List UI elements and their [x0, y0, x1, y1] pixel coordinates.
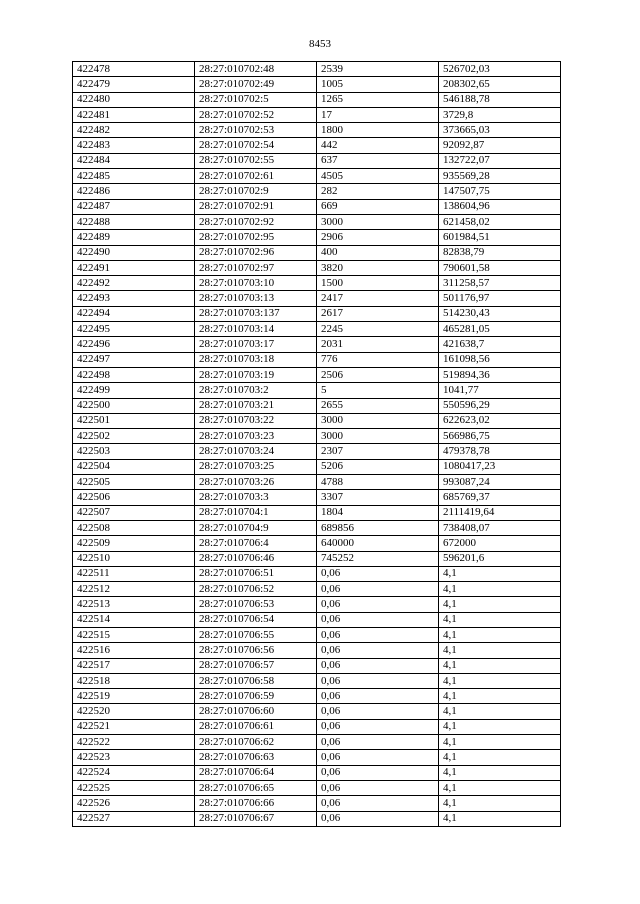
value-cell: 311258,57: [439, 276, 561, 291]
table-row: [73, 398, 561, 413]
table-row: [73, 536, 561, 551]
value-cell: 132722,07: [439, 153, 561, 168]
table-row: [73, 444, 561, 459]
table-row: [73, 429, 561, 444]
cadastral-number-cell: 28:27:010702:9: [195, 184, 317, 199]
value-cell: 1080417,23: [439, 459, 561, 474]
row-number-cell: 422515: [73, 627, 195, 642]
row-number-cell: 422527: [73, 811, 195, 826]
cadastral-number-cell: 28:27:010706:60: [195, 704, 317, 719]
value-cell: 465281,05: [439, 322, 561, 337]
value-cell: 4,1: [439, 719, 561, 734]
table-row: [73, 306, 561, 321]
table-row: [73, 505, 561, 520]
area-cell: 0,06: [317, 627, 439, 642]
row-number-cell: 422521: [73, 719, 195, 734]
row-number-cell: 422508: [73, 520, 195, 535]
row-number-cell: 422497: [73, 352, 195, 367]
cadastral-number-cell: 28:27:010706:65: [195, 780, 317, 795]
cadastral-number-cell: 28:27:010706:62: [195, 735, 317, 750]
cadastral-number-cell: 28:27:010702:55: [195, 153, 317, 168]
table-row: [73, 765, 561, 780]
row-number-cell: 422525: [73, 780, 195, 795]
value-cell: 4,1: [439, 765, 561, 780]
area-cell: 0,06: [317, 689, 439, 704]
table-row: [73, 62, 561, 77]
value-cell: 4,1: [439, 658, 561, 673]
row-number-cell: 422482: [73, 123, 195, 138]
row-number-cell: 422519: [73, 689, 195, 704]
cadastral-number-cell: 28:27:010706:63: [195, 750, 317, 765]
cadastral-number-cell: 28:27:010702:5: [195, 92, 317, 107]
row-number-cell: 422507: [73, 505, 195, 520]
cadastral-number-cell: 28:27:010703:13: [195, 291, 317, 306]
row-number-cell: 422486: [73, 184, 195, 199]
cadastral-number-cell: 28:27:010706:59: [195, 689, 317, 704]
area-cell: 689856: [317, 520, 439, 535]
table-row: [73, 322, 561, 337]
area-cell: 1265: [317, 92, 439, 107]
value-cell: 4,1: [439, 811, 561, 826]
table-row: [73, 245, 561, 260]
area-cell: 1005: [317, 77, 439, 92]
area-cell: 4788: [317, 475, 439, 490]
area-cell: 0,06: [317, 643, 439, 658]
cadastral-number-cell: 28:27:010703:2: [195, 383, 317, 398]
table-row: [73, 413, 561, 428]
value-cell: 4,1: [439, 796, 561, 811]
cadastral-number-cell: 28:27:010702:49: [195, 77, 317, 92]
value-cell: 622623,02: [439, 413, 561, 428]
value-cell: 147507,75: [439, 184, 561, 199]
value-cell: 935569,28: [439, 169, 561, 184]
area-cell: 3000: [317, 214, 439, 229]
area-cell: 0,06: [317, 704, 439, 719]
cadastral-number-cell: 28:27:010703:3: [195, 490, 317, 505]
table-row: [73, 566, 561, 581]
area-cell: 637: [317, 153, 439, 168]
area-cell: 640000: [317, 536, 439, 551]
area-cell: 745252: [317, 551, 439, 566]
table-row: [73, 582, 561, 597]
area-cell: 3000: [317, 429, 439, 444]
row-number-cell: 422501: [73, 413, 195, 428]
cadastral-number-cell: 28:27:010702:96: [195, 245, 317, 260]
area-cell: 5206: [317, 459, 439, 474]
table-row: [73, 520, 561, 535]
value-cell: 4,1: [439, 566, 561, 581]
row-number-cell: 422503: [73, 444, 195, 459]
table-row: [73, 260, 561, 275]
cadastral-number-cell: 28:27:010706:56: [195, 643, 317, 658]
cadastral-number-cell: 28:27:010702:53: [195, 123, 317, 138]
page-number: 8453: [309, 38, 331, 50]
area-cell: 0,06: [317, 811, 439, 826]
cadastral-table: [72, 61, 561, 827]
value-cell: 4,1: [439, 673, 561, 688]
cadastral-number-cell: 28:27:010702:48: [195, 62, 317, 77]
area-cell: 0,06: [317, 597, 439, 612]
table-row: [73, 750, 561, 765]
area-cell: 0,06: [317, 765, 439, 780]
cadastral-number-cell: 28:27:010706:57: [195, 658, 317, 673]
cadastral-number-cell: 28:27:010706:53: [195, 597, 317, 612]
row-number-cell: 422479: [73, 77, 195, 92]
area-cell: 0,06: [317, 750, 439, 765]
value-cell: 138604,96: [439, 199, 561, 214]
cadastral-number-cell: 28:27:010702:52: [195, 107, 317, 122]
row-number-cell: 422500: [73, 398, 195, 413]
row-number-cell: 422487: [73, 199, 195, 214]
row-number-cell: 422488: [73, 214, 195, 229]
cadastral-number-cell: 28:27:010706:51: [195, 566, 317, 581]
row-number-cell: 422505: [73, 475, 195, 490]
area-cell: 282: [317, 184, 439, 199]
value-cell: 3729,8: [439, 107, 561, 122]
table-row: [73, 475, 561, 490]
table-row: [73, 123, 561, 138]
row-number-cell: 422514: [73, 612, 195, 627]
value-cell: 4,1: [439, 582, 561, 597]
cadastral-number-cell: 28:27:010706:46: [195, 551, 317, 566]
value-cell: 501176,97: [439, 291, 561, 306]
area-cell: 1500: [317, 276, 439, 291]
table-body: [73, 62, 561, 827]
table-row: [73, 367, 561, 382]
area-cell: 2655: [317, 398, 439, 413]
area-cell: 0,06: [317, 719, 439, 734]
row-number-cell: 422526: [73, 796, 195, 811]
table-row: [73, 214, 561, 229]
table-row: [73, 352, 561, 367]
row-number-cell: 422511: [73, 566, 195, 581]
value-cell: 4,1: [439, 612, 561, 627]
row-number-cell: 422495: [73, 322, 195, 337]
area-cell: 5: [317, 383, 439, 398]
area-cell: 1800: [317, 123, 439, 138]
area-cell: 669: [317, 199, 439, 214]
cadastral-number-cell: 28:27:010703:10: [195, 276, 317, 291]
row-number-cell: 422492: [73, 276, 195, 291]
table-row: [73, 627, 561, 642]
value-cell: 421638,7: [439, 337, 561, 352]
area-cell: 17: [317, 107, 439, 122]
area-cell: 2307: [317, 444, 439, 459]
row-number-cell: 422483: [73, 138, 195, 153]
area-cell: 4505: [317, 169, 439, 184]
value-cell: 601984,51: [439, 230, 561, 245]
value-cell: 672000: [439, 536, 561, 551]
value-cell: 4,1: [439, 704, 561, 719]
row-number-cell: 422506: [73, 490, 195, 505]
table-row: [73, 780, 561, 795]
table-row: [73, 230, 561, 245]
row-number-cell: 422496: [73, 337, 195, 352]
cadastral-number-cell: 28:27:010703:25: [195, 459, 317, 474]
value-cell: 2111419,64: [439, 505, 561, 520]
row-number-cell: 422516: [73, 643, 195, 658]
row-number-cell: 422478: [73, 62, 195, 77]
value-cell: 596201,6: [439, 551, 561, 566]
row-number-cell: 422498: [73, 367, 195, 382]
row-number-cell: 422518: [73, 673, 195, 688]
row-number-cell: 422502: [73, 429, 195, 444]
area-cell: 3820: [317, 260, 439, 275]
cadastral-number-cell: 28:27:010703:19: [195, 367, 317, 382]
cadastral-number-cell: 28:27:010702:91: [195, 199, 317, 214]
area-cell: 0,06: [317, 582, 439, 597]
row-number-cell: 422512: [73, 582, 195, 597]
row-number-cell: 422481: [73, 107, 195, 122]
area-cell: 0,06: [317, 673, 439, 688]
area-cell: 3307: [317, 490, 439, 505]
value-cell: 550596,29: [439, 398, 561, 413]
area-cell: 776: [317, 352, 439, 367]
cadastral-number-cell: 28:27:010706:4: [195, 536, 317, 551]
cadastral-number-cell: 28:27:010703:14: [195, 322, 317, 337]
area-cell: 2506: [317, 367, 439, 382]
area-cell: 1804: [317, 505, 439, 520]
row-number-cell: 422522: [73, 735, 195, 750]
area-cell: 0,06: [317, 658, 439, 673]
value-cell: 993087,24: [439, 475, 561, 490]
value-cell: 82838,79: [439, 245, 561, 260]
cadastral-number-cell: 28:27:010706:67: [195, 811, 317, 826]
cadastral-number-cell: 28:27:010706:54: [195, 612, 317, 627]
table-row: [73, 107, 561, 122]
row-number-cell: 422485: [73, 169, 195, 184]
value-cell: 4,1: [439, 627, 561, 642]
cadastral-number-cell: 28:27:010706:55: [195, 627, 317, 642]
row-number-cell: 422509: [73, 536, 195, 551]
cadastral-number-cell: 28:27:010706:52: [195, 582, 317, 597]
area-cell: 0,06: [317, 612, 439, 627]
cadastral-number-cell: 28:27:010706:66: [195, 796, 317, 811]
value-cell: 566986,75: [439, 429, 561, 444]
row-number-cell: 422523: [73, 750, 195, 765]
value-cell: 685769,37: [439, 490, 561, 505]
cadastral-number-cell: 28:27:010703:17: [195, 337, 317, 352]
table-row: [73, 276, 561, 291]
value-cell: 4,1: [439, 750, 561, 765]
cadastral-number-cell: 28:27:010702:61: [195, 169, 317, 184]
cadastral-number-cell: 28:27:010704:9: [195, 520, 317, 535]
area-cell: 442: [317, 138, 439, 153]
row-number-cell: 422510: [73, 551, 195, 566]
row-number-cell: 422493: [73, 291, 195, 306]
area-cell: 0,06: [317, 735, 439, 750]
cadastral-number-cell: 28:27:010702:92: [195, 214, 317, 229]
value-cell: 4,1: [439, 735, 561, 750]
row-number-cell: 422489: [73, 230, 195, 245]
value-cell: 208302,65: [439, 77, 561, 92]
table-row: [73, 199, 561, 214]
cadastral-number-cell: 28:27:010703:21: [195, 398, 317, 413]
table-row: [73, 337, 561, 352]
value-cell: 161098,56: [439, 352, 561, 367]
value-cell: 526702,03: [439, 62, 561, 77]
value-cell: 546188,78: [439, 92, 561, 107]
table-row: [73, 138, 561, 153]
row-number-cell: 422491: [73, 260, 195, 275]
cadastral-number-cell: 28:27:010706:58: [195, 673, 317, 688]
row-number-cell: 422504: [73, 459, 195, 474]
area-cell: 2617: [317, 306, 439, 321]
row-number-cell: 422513: [73, 597, 195, 612]
value-cell: 790601,58: [439, 260, 561, 275]
value-cell: 4,1: [439, 643, 561, 658]
cadastral-number-cell: 28:27:010703:26: [195, 475, 317, 490]
table-row: [73, 184, 561, 199]
cadastral-number-cell: 28:27:010703:24: [195, 444, 317, 459]
row-number-cell: 422499: [73, 383, 195, 398]
area-cell: 0,06: [317, 796, 439, 811]
cadastral-number-cell: 28:27:010703:22: [195, 413, 317, 428]
table-row: [73, 735, 561, 750]
value-cell: 1041,77: [439, 383, 561, 398]
table-row: [73, 689, 561, 704]
row-number-cell: 422480: [73, 92, 195, 107]
row-number-cell: 422484: [73, 153, 195, 168]
table-row: [73, 490, 561, 505]
value-cell: 92092,87: [439, 138, 561, 153]
row-number-cell: 422494: [73, 306, 195, 321]
row-number-cell: 422520: [73, 704, 195, 719]
area-cell: 0,06: [317, 566, 439, 581]
area-cell: 400: [317, 245, 439, 260]
table-row: [73, 704, 561, 719]
cadastral-number-cell: 28:27:010702:95: [195, 230, 317, 245]
table-row: [73, 811, 561, 826]
value-cell: 479378,78: [439, 444, 561, 459]
area-cell: 2906: [317, 230, 439, 245]
table-row: [73, 673, 561, 688]
row-number-cell: 422490: [73, 245, 195, 260]
cadastral-number-cell: 28:27:010702:97: [195, 260, 317, 275]
value-cell: 519894,36: [439, 367, 561, 382]
cadastral-number-cell: 28:27:010703:23: [195, 429, 317, 444]
table-row: [73, 459, 561, 474]
table-row: [73, 796, 561, 811]
table-row: [73, 92, 561, 107]
value-cell: 4,1: [439, 597, 561, 612]
area-cell: 3000: [317, 413, 439, 428]
table-row: [73, 719, 561, 734]
table-row: [73, 153, 561, 168]
cadastral-number-cell: 28:27:010704:1: [195, 505, 317, 520]
row-number-cell: 422524: [73, 765, 195, 780]
cadastral-number-cell: 28:27:010706:64: [195, 765, 317, 780]
table-row: [73, 169, 561, 184]
row-number-cell: 422517: [73, 658, 195, 673]
value-cell: 373665,03: [439, 123, 561, 138]
value-cell: 738408,07: [439, 520, 561, 535]
table-row: [73, 597, 561, 612]
table-row: [73, 77, 561, 92]
area-cell: 2031: [317, 337, 439, 352]
area-cell: 2539: [317, 62, 439, 77]
table-row: [73, 291, 561, 306]
value-cell: 621458,02: [439, 214, 561, 229]
value-cell: 4,1: [439, 689, 561, 704]
area-cell: 0,06: [317, 780, 439, 795]
cadastral-number-cell: 28:27:010703:18: [195, 352, 317, 367]
table-row: [73, 658, 561, 673]
cadastral-number-cell: 28:27:010703:137: [195, 306, 317, 321]
value-cell: 4,1: [439, 780, 561, 795]
area-cell: 2417: [317, 291, 439, 306]
cadastral-number-cell: 28:27:010706:61: [195, 719, 317, 734]
cadastral-number-cell: 28:27:010702:54: [195, 138, 317, 153]
table-row: [73, 551, 561, 566]
table-row: [73, 383, 561, 398]
area-cell: 2245: [317, 322, 439, 337]
table-row: [73, 643, 561, 658]
value-cell: 514230,43: [439, 306, 561, 321]
table-row: [73, 612, 561, 627]
